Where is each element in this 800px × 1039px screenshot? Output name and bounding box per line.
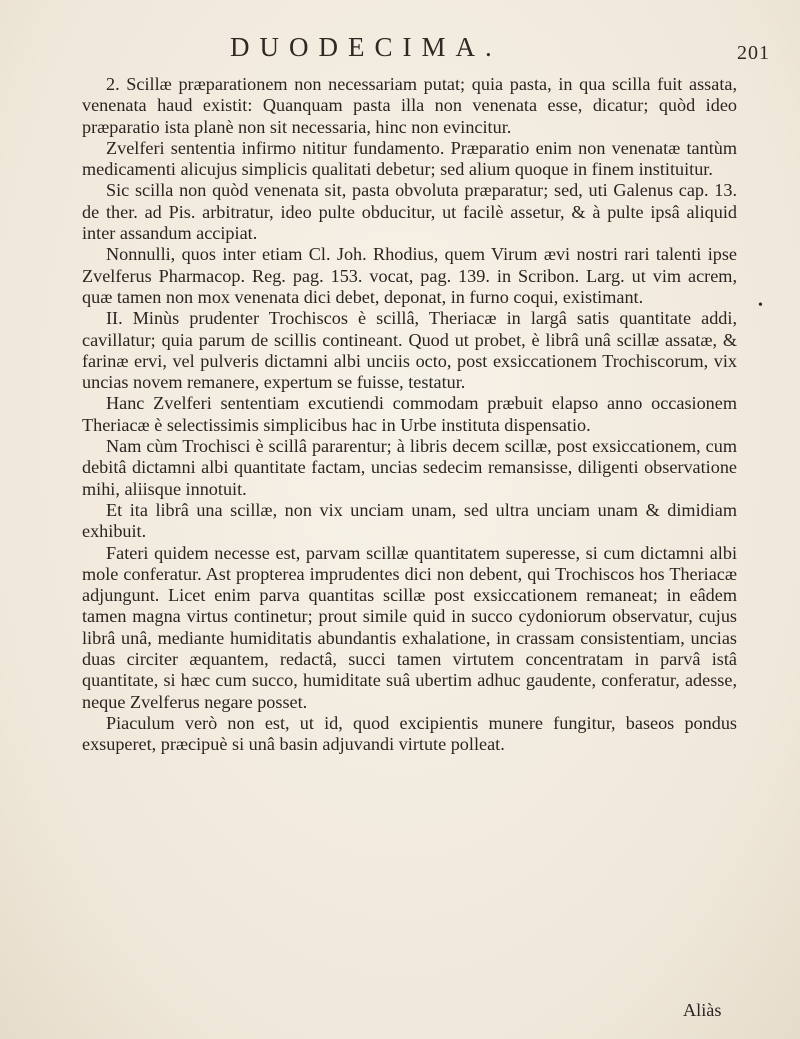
paragraph-2: Zvelferi sententia infirmo nititur fundamento. Præparatio enim non venenatæ tantùm medicamenti alicujus simplicis qualitati debetur; sed alium quoque in finem instituitur. [82,137,737,180]
margin-mark: • [758,298,763,313]
paragraph-8: Et ita librâ una scillæ, non vix unciam unam, sed ultra unciam unam & dimidiam exhibuit. [82,499,737,542]
running-head [0,32,800,72]
page-number: 201 [737,42,770,64]
running-title: DUODECIMA. [230,32,502,62]
paragraph-10: Piaculum verò non est, ut id, quod excipientis munere fungitur, baseos pondus exsuperet, præcipuè si unâ basin adjuvandi virtute polleat. [82,712,737,755]
paragraph-3: Sic scilla non quòd venenata sit, pasta obvoluta præparatur; sed, uti Galenus cap. 13. de ther. ad Pis. arbitratur, ideo pulte obducitur, ut facilè assetur, & à pulte ipsâ aliquid inter assandum accipiat. [82,180,737,244]
paragraph-6: Hanc Zvelferi sententiam excutiendi commodam præbuit elapso anno occasionem Theriacæ è selectissimis simplicibus hac in Urbe instituta dispensatio. [82,393,737,435]
paragraph-5: II. Minùs prudenter Trochiscos è scillâ, Theriacæ in largâ satis quantitate addi, cavillatur; quia parum de scillis contineant. Quod ut probet, è librâ unâ scillæ assatæ, & farinæ ervi, vel pulveris dictamni albi unciis octo, post exsiccationem Trochiscorum, vix uncias novem remanere, expertum se fuisse, testatur. [82,308,737,393]
paragraph-1: 2. Scillæ præparationem non necessariam putat; quia pasta, in qua scilla fuit assata, venenata haud existit: Quanquam pasta illa non venenata esse, dicatur; quòd ideo præparatio ista planè non sit necessaria, hinc non evincitur. [82,74,737,137]
catchword: Aliàs [683,1000,722,1020]
paragraph-7: Nam cùm Trochisci è scillâ pararentur; à libris decem scillæ, post exsiccationem, cum debitâ dictamni albi quantitate factam, uncias sedecim remansisse, diligenti observatione mihi, aliisque innotuit. [82,436,737,499]
body-text [82,74,737,756]
paragraph-4: Nonnulli, quos inter etiam Cl. Joh. Rhodius, quem Virum ævi nostri rari talenti ipse Zvelferus Pharmacop. Reg. pag. 153. vocat, pag. 139. in Scribon. Larg. ut vim acrem, quæ tamen non mox venenata dici debet, deponat, in furno coqui, existimant. [82,244,737,307]
paragraph-9: Fateri quidem necesse est, parvam scillæ quantitatem superesse, si cum dictamni albi mole conferatur. Ast propterea imprudentes dici non debent, qui Trochiscos hos Theriacæ adjungunt. Licet enim parva quantitas scillæ post exsiccationem remaneat; in eâdem tamen magna virtus continetur; prout simile quid in succo cydoniorum observatur, cujus librâ unâ, mediante humiditatis abundantis exhalatione, in crassam consistentiam, uncias duas circiter æquantem, redactâ, succi tamen virtutem concentratam in parvâ istâ quantitate, si hæc cum succo, humiditate suâ ubertim adhuc gaudente, conferatur, adesse, neque Zvelferus negare posset. [82,542,737,712]
